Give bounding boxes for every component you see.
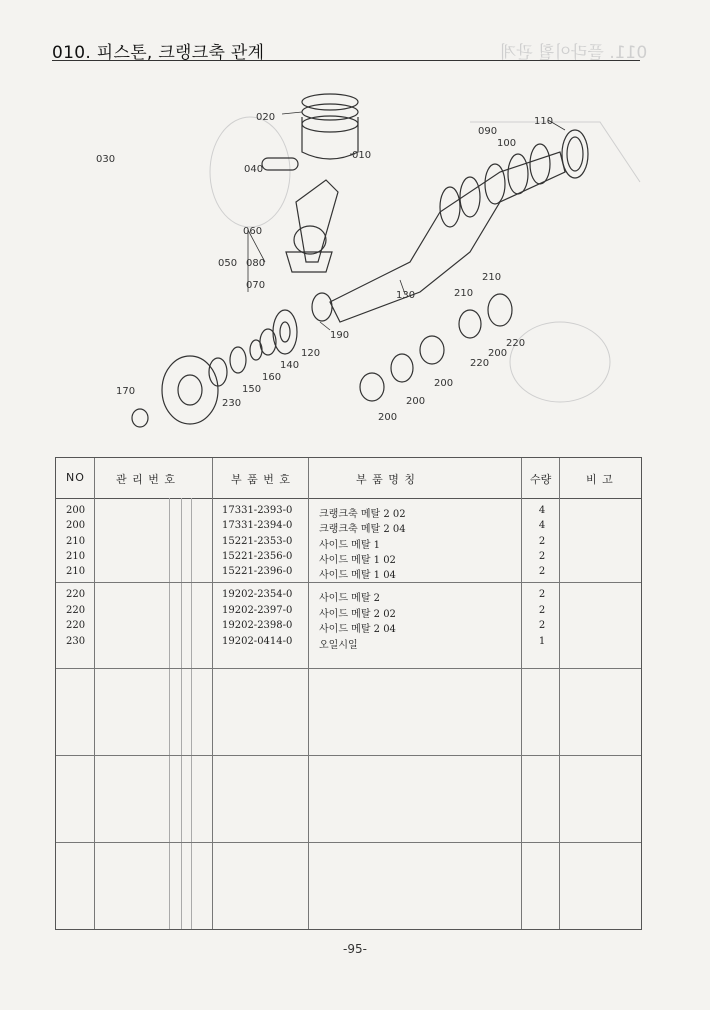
- callout-label: 170: [116, 386, 136, 397]
- column-divider: [191, 498, 192, 929]
- row-group-divider: [56, 582, 641, 583]
- callout-label: 220: [470, 358, 490, 369]
- header-part-no: 부 품 번 호: [231, 473, 291, 486]
- column-divider: [94, 458, 95, 929]
- row-group-divider: [56, 755, 641, 756]
- callout-label: 100: [497, 138, 517, 149]
- callout-label: 200: [488, 348, 508, 359]
- row-group-divider: [56, 668, 641, 669]
- header-remarks: 비 고: [586, 473, 614, 486]
- column-divider: [169, 498, 170, 929]
- column-divider: [521, 458, 522, 929]
- column-divider: [308, 458, 309, 929]
- bleed-through-title: 011. 플라이휠 관계: [500, 43, 648, 63]
- table-header: [56, 458, 641, 499]
- row-group-divider: [56, 842, 641, 843]
- header-no: NO: [66, 471, 85, 484]
- callout-label: 160: [262, 372, 282, 383]
- callout-label: 150: [242, 384, 262, 395]
- callout-label: 060: [243, 226, 263, 237]
- callout-label: 020: [256, 112, 276, 123]
- header-part-name: 부 품 명 칭: [356, 473, 416, 486]
- callout-label: 080: [246, 258, 266, 269]
- callout-label: 210: [482, 272, 502, 283]
- callout-label: 030: [96, 154, 116, 165]
- parts-table: NO 관 리 번 호 부 품 번 호 부 품 명 칭 수량 비 고 200 17331-2393-0 크랭크축 메탈 2 02 4 200 17331-2394-0 크랭크축 메탈 2 04 4 210 15221-2353-0 사이드 메탈 1 2 210 15221-2356-0 사이드 메탈 1 02 2 210 15221-2396-0 사이드 메탈 1 04 2 220 19202-2354-0 사이드 메탈 2 2 220 19202-2397-0 사이드 메탈 2 02 2 220 19202-2398-0 사이드 메탈 2 04 2 230 19202-0414-0 오일시일 1: [55, 457, 642, 930]
- callout-label: 070: [246, 280, 266, 291]
- callout-label: 010: [352, 150, 372, 161]
- callout-label: 120: [301, 348, 321, 359]
- callout-label: 140: [280, 360, 300, 371]
- callout-label: 200: [378, 412, 398, 423]
- callout-label: 230: [222, 398, 242, 409]
- callout-label: 050: [218, 258, 238, 269]
- page-title: 010. 피스톤, 크랭크축 관계: [52, 43, 265, 63]
- header-qty: 수량: [530, 473, 552, 486]
- column-divider: [559, 458, 560, 929]
- callout-label: 190: [330, 330, 350, 341]
- callout-label: 040: [244, 164, 264, 175]
- callout-label: 130: [396, 290, 416, 301]
- callout-label: 090: [478, 126, 498, 137]
- callout-label: 210: [454, 288, 474, 299]
- header-control-no: 관 리 번 호: [116, 473, 176, 486]
- callout-label: 110: [534, 116, 554, 127]
- page-number: -95-: [343, 942, 367, 956]
- column-divider: [212, 458, 213, 929]
- callout-label: 200: [406, 396, 426, 407]
- callout-label: 220: [506, 338, 526, 349]
- column-divider: [181, 498, 182, 929]
- callout-label: 200: [434, 378, 454, 389]
- exploded-parts-diagram: [0, 62, 710, 452]
